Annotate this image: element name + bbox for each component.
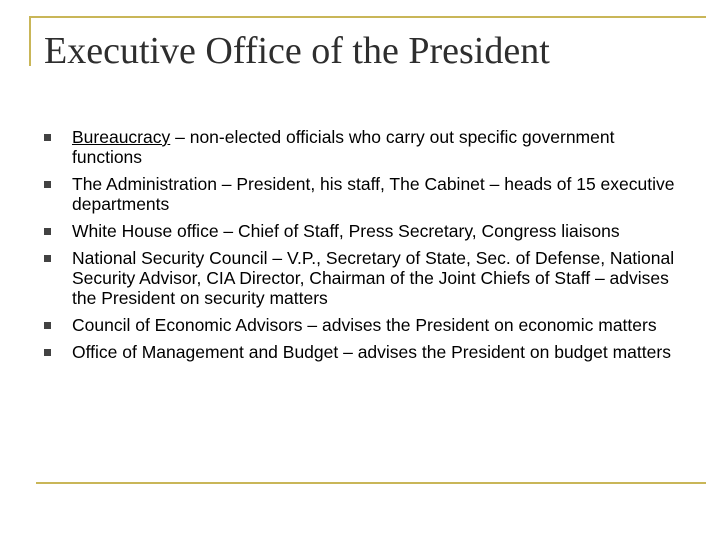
bullet-text: Office of Management and Budget – advises the President on budget matters (72, 342, 671, 362)
bullet-item-white-house-office (40, 221, 680, 241)
square-bullet-icon (44, 181, 51, 188)
bullet-item-national-security-council (40, 248, 680, 308)
square-bullet-icon (44, 255, 51, 262)
bullet-text: – non-elected officials who carry out specific government functions (72, 127, 615, 167)
bullet-text: Council of Economic Advisors – advises the President on economic matters (72, 315, 657, 335)
bullet-item-council-of-economic-advisors (40, 315, 680, 335)
bullet-text: The Administration – President, his staff, The Cabinet – heads of 15 executive departments (72, 174, 675, 214)
bullet-item-bureaucracy (40, 127, 680, 167)
slide-title: Executive Office of the President (44, 30, 550, 72)
square-bullet-icon (44, 134, 51, 141)
square-bullet-icon (44, 322, 51, 329)
square-bullet-icon (44, 228, 51, 235)
left-rule (29, 16, 31, 66)
bullet-list (40, 127, 680, 369)
bullet-text: White House office – Chief of Staff, Press Secretary, Congress liaisons (72, 221, 620, 241)
bullet-item-administration (40, 174, 680, 214)
square-bullet-icon (44, 349, 51, 356)
top-rule (30, 16, 706, 18)
bottom-rule (36, 482, 706, 484)
bullet-item-office-of-management-and-budget (40, 342, 680, 362)
bullet-term: Bureaucracy (72, 127, 171, 147)
bullet-text: National Security Council – V.P., Secretary of State, Sec. of Defense, National Security Advisor, CIA Director, Chairman of the Joint Chiefs of Staff – advises the President on security matters (72, 248, 675, 308)
